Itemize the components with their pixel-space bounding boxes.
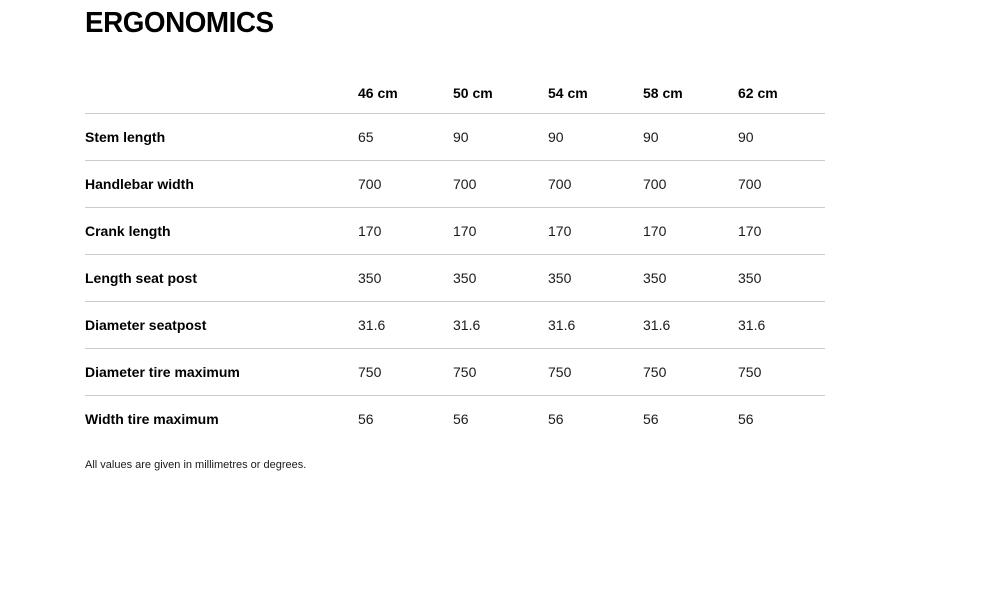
ergonomics-section [85, 6, 825, 472]
value-cell: 700 [548, 161, 643, 208]
value-cell: 56 [453, 396, 548, 443]
value-cell: 700 [738, 161, 825, 208]
value-cell: 56 [643, 396, 738, 443]
value-cell: 350 [453, 255, 548, 302]
row-label: Crank length [85, 208, 358, 255]
header-row [85, 73, 825, 114]
value-cell: 90 [643, 114, 738, 161]
row-label: Diameter tire maximum [85, 349, 358, 396]
value-cell: 170 [358, 208, 453, 255]
value-cell: 170 [738, 208, 825, 255]
value-cell: 56 [548, 396, 643, 443]
value-cell: 90 [548, 114, 643, 161]
column-header-size: 54 cm [548, 85, 588, 101]
column-header-label [85, 73, 358, 114]
column-header-size: 62 cm [738, 85, 778, 101]
table-body [85, 114, 825, 443]
value-cell: 750 [453, 349, 548, 396]
value-cell: 90 [738, 114, 825, 161]
value-cell: 31.6 [548, 302, 643, 349]
value-cell: 56 [358, 396, 453, 443]
page-title: ERGONOMICS [85, 7, 274, 39]
value-cell: 750 [738, 349, 825, 396]
value-cell: 700 [358, 161, 453, 208]
table-footnote: All values are given in millimetres or degrees. [85, 459, 307, 471]
value-cell: 65 [358, 114, 453, 161]
row-label: Diameter seatpost [85, 302, 358, 349]
value-cell: 750 [643, 349, 738, 396]
table-row [85, 208, 825, 255]
value-cell: 31.6 [358, 302, 453, 349]
row-label: Stem length [85, 114, 358, 161]
value-cell: 31.6 [643, 302, 738, 349]
value-cell: 170 [643, 208, 738, 255]
column-header-size: 46 cm [358, 85, 398, 101]
value-cell: 350 [548, 255, 643, 302]
value-cell: 750 [548, 349, 643, 396]
column-header-size: 50 cm [453, 85, 493, 101]
table-header-row [85, 73, 825, 114]
value-cell: 350 [738, 255, 825, 302]
table-row [85, 255, 825, 302]
table-row [85, 161, 825, 208]
table-row [85, 349, 825, 396]
value-cell: 90 [453, 114, 548, 161]
table-row [85, 302, 825, 349]
value-cell: 350 [358, 255, 453, 302]
value-cell: 750 [358, 349, 453, 396]
value-cell: 31.6 [738, 302, 825, 349]
value-cell: 700 [643, 161, 738, 208]
column-header-size: 58 cm [643, 85, 683, 101]
row-label: Length seat post [85, 255, 358, 302]
value-cell: 350 [643, 255, 738, 302]
ergonomics-table [85, 73, 825, 442]
value-cell: 56 [738, 396, 825, 443]
row-label: Width tire maximum [85, 396, 358, 443]
value-cell: 31.6 [453, 302, 548, 349]
value-cell: 170 [453, 208, 548, 255]
table-row [85, 114, 825, 161]
value-cell: 700 [453, 161, 548, 208]
value-cell: 170 [548, 208, 643, 255]
table-row [85, 396, 825, 443]
row-label: Handlebar width [85, 161, 358, 208]
